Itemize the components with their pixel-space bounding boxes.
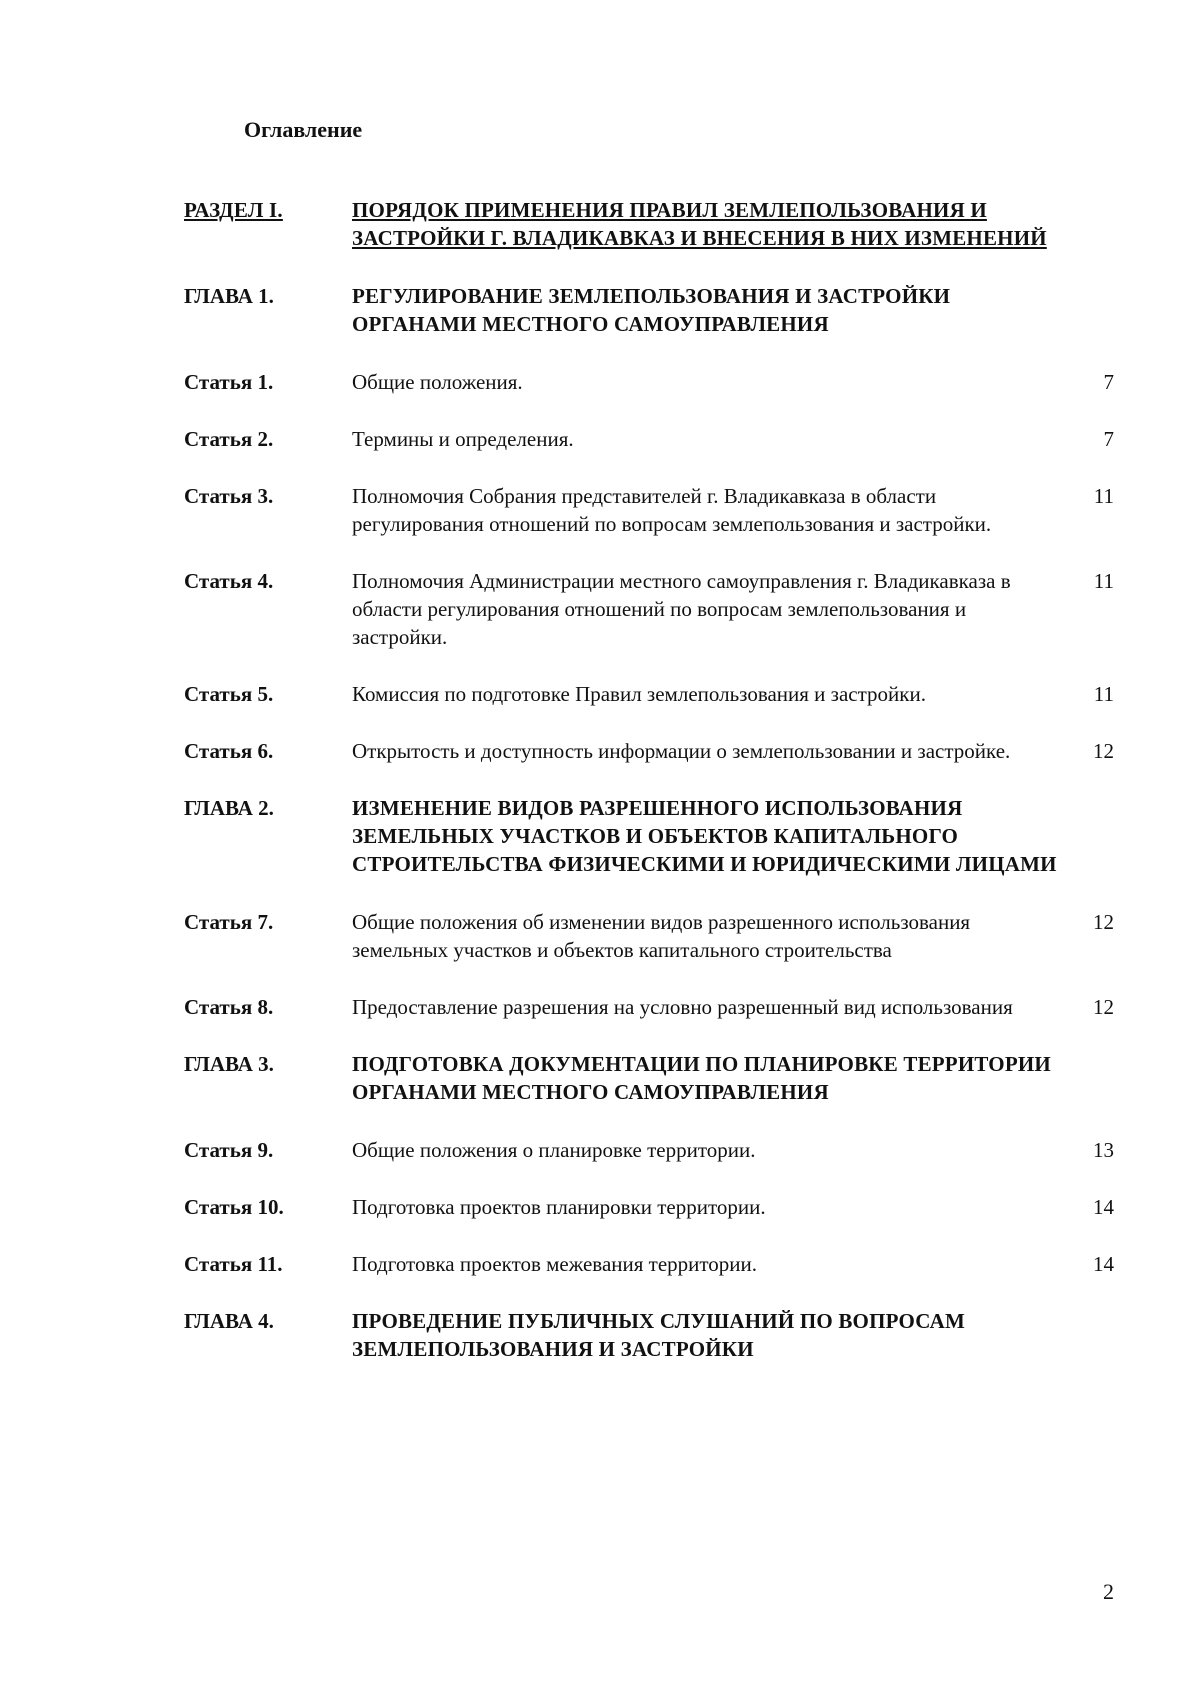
toc-page: 11	[1093, 569, 1114, 593]
toc-label: Статья 3.	[184, 484, 274, 508]
toc-label: ГЛАВА 3.	[184, 1052, 274, 1076]
toc-label: Статья 9.	[184, 1138, 274, 1162]
page-title: Оглавление	[244, 117, 363, 142]
toc-page: 11	[1093, 682, 1114, 706]
toc-title: ПРОВЕДЕНИЕ ПУБЛИЧНЫХ СЛУШАНИЙ ПО ВОПРОСАМ ЗЕМЛЕПОЛЬЗОВАНИЯ И ЗАСТРОЙКИ	[352, 1309, 966, 1361]
toc-title: ПОРЯДОК ПРИМЕНЕНИЯ ПРАВИЛ ЗЕМЛЕПОЛЬЗОВАНИЯ И ЗАСТРОЙКИ Г. ВЛАДИКАВКАЗ И ВНЕСЕНИЯ В НИХ ИЗМЕНЕНИЙ	[352, 198, 1047, 250]
toc-page: 12	[1093, 910, 1114, 934]
toc-title: Полномочия Администрации местного самоуправления г. Владикавказа в области регулирования отношений по вопросам землепользования и застройки.	[352, 569, 1011, 649]
toc-label: ГЛАВА 2.	[184, 796, 274, 820]
toc-page: 12	[1093, 995, 1114, 1019]
toc-label: Статья 1.	[184, 370, 274, 394]
toc-title: РЕГУЛИРОВАНИЕ ЗЕМЛЕПОЛЬЗОВАНИЯ И ЗАСТРОЙКИ ОРГАНАМИ МЕСТНОГО САМОУПРАВЛЕНИЯ	[352, 284, 951, 336]
toc-article-8[interactable]	[184, 993, 1114, 1021]
toc-label: Статья 11.	[184, 1252, 283, 1276]
toc-chapter-1[interactable]	[184, 282, 1114, 338]
toc-label: Статья 4.	[184, 569, 274, 593]
toc-article-9[interactable]	[184, 1136, 1114, 1164]
toc-title: ПОДГОТОВКА ДОКУМЕНТАЦИИ ПО ПЛАНИРОВКЕ ТЕРРИТОРИИ ОРГАНАМИ МЕСТНОГО САМОУПРАВЛЕНИЯ	[352, 1052, 1051, 1104]
toc-title: Полномочия Собрания представителей г. Владикавказа в области регулирования отношений по вопросам землепользования и застройки.	[352, 484, 992, 536]
toc-label: Статья 2.	[184, 427, 274, 451]
toc-article-5[interactable]	[184, 680, 1114, 708]
toc-title: Общие положения.	[352, 370, 523, 394]
toc-label: Статья 8.	[184, 995, 274, 1019]
toc-page: 12	[1093, 739, 1114, 763]
toc-title: Открытость и доступность информации о землепользовании и застройке.	[352, 739, 1011, 763]
toc-chapter-2[interactable]	[184, 794, 1114, 878]
toc-title: Предоставление разрешения на условно разрешенный вид использования	[352, 995, 1013, 1019]
toc-section-1[interactable]	[184, 196, 1114, 252]
toc-page: 7	[1103, 370, 1114, 394]
toc-chapter-4[interactable]	[184, 1307, 1114, 1363]
toc-title: Общие положения о планировке территории.	[352, 1138, 756, 1162]
toc-article-1[interactable]	[184, 368, 1114, 396]
toc-label: ГЛАВА 1.	[184, 284, 274, 308]
page-number: 2	[1103, 1579, 1114, 1604]
toc-article-3[interactable]	[184, 482, 1114, 538]
toc-article-6[interactable]	[184, 737, 1114, 765]
toc-page: 7	[1103, 427, 1114, 451]
toc-title: Термины и определения.	[352, 427, 574, 451]
toc-label: Статья 6.	[184, 739, 274, 763]
toc-article-11[interactable]	[184, 1250, 1114, 1278]
toc-label: ГЛАВА 4.	[184, 1309, 274, 1333]
toc-article-2[interactable]	[184, 425, 1114, 453]
toc-page: 14	[1093, 1252, 1114, 1276]
toc-page: 13	[1093, 1138, 1114, 1162]
toc-title: Подготовка проектов межевания территории.	[352, 1252, 758, 1276]
toc-title: Подготовка проектов планировки территории.	[352, 1195, 766, 1219]
toc-page: 11	[1093, 484, 1114, 508]
toc-label: РАЗДЕЛ I.	[184, 198, 283, 222]
toc-title: ИЗМЕНЕНИЕ ВИДОВ РАЗРЕШЕННОГО ИСПОЛЬЗОВАНИЯ ЗЕМЕЛЬНЫХ УЧАСТКОВ И ОБЪЕКТОВ КАПИТАЛЬНОГО СТРОИТЕЛЬСТВА ФИЗИЧЕСКИМИ И ЮРИДИЧЕСКИМИ ЛИЦАМИ	[352, 796, 1057, 876]
toc-page: 14	[1093, 1195, 1114, 1219]
toc-article-7[interactable]	[184, 908, 1114, 964]
toc-title: Общие положения об изменении видов разрешенного использования земельных участков и объектов капитального строительства	[352, 910, 971, 962]
toc-article-10[interactable]	[184, 1193, 1114, 1221]
toc-label: Статья 5.	[184, 682, 274, 706]
toc-title: Комиссия по подготовке Правил землепользования и застройки.	[352, 682, 926, 706]
toc-chapter-3[interactable]	[184, 1050, 1114, 1106]
table-of-contents	[184, 196, 1114, 1393]
toc-label: Статья 7.	[184, 910, 274, 934]
toc-article-4[interactable]	[184, 567, 1114, 651]
toc-label: Статья 10.	[184, 1195, 284, 1219]
